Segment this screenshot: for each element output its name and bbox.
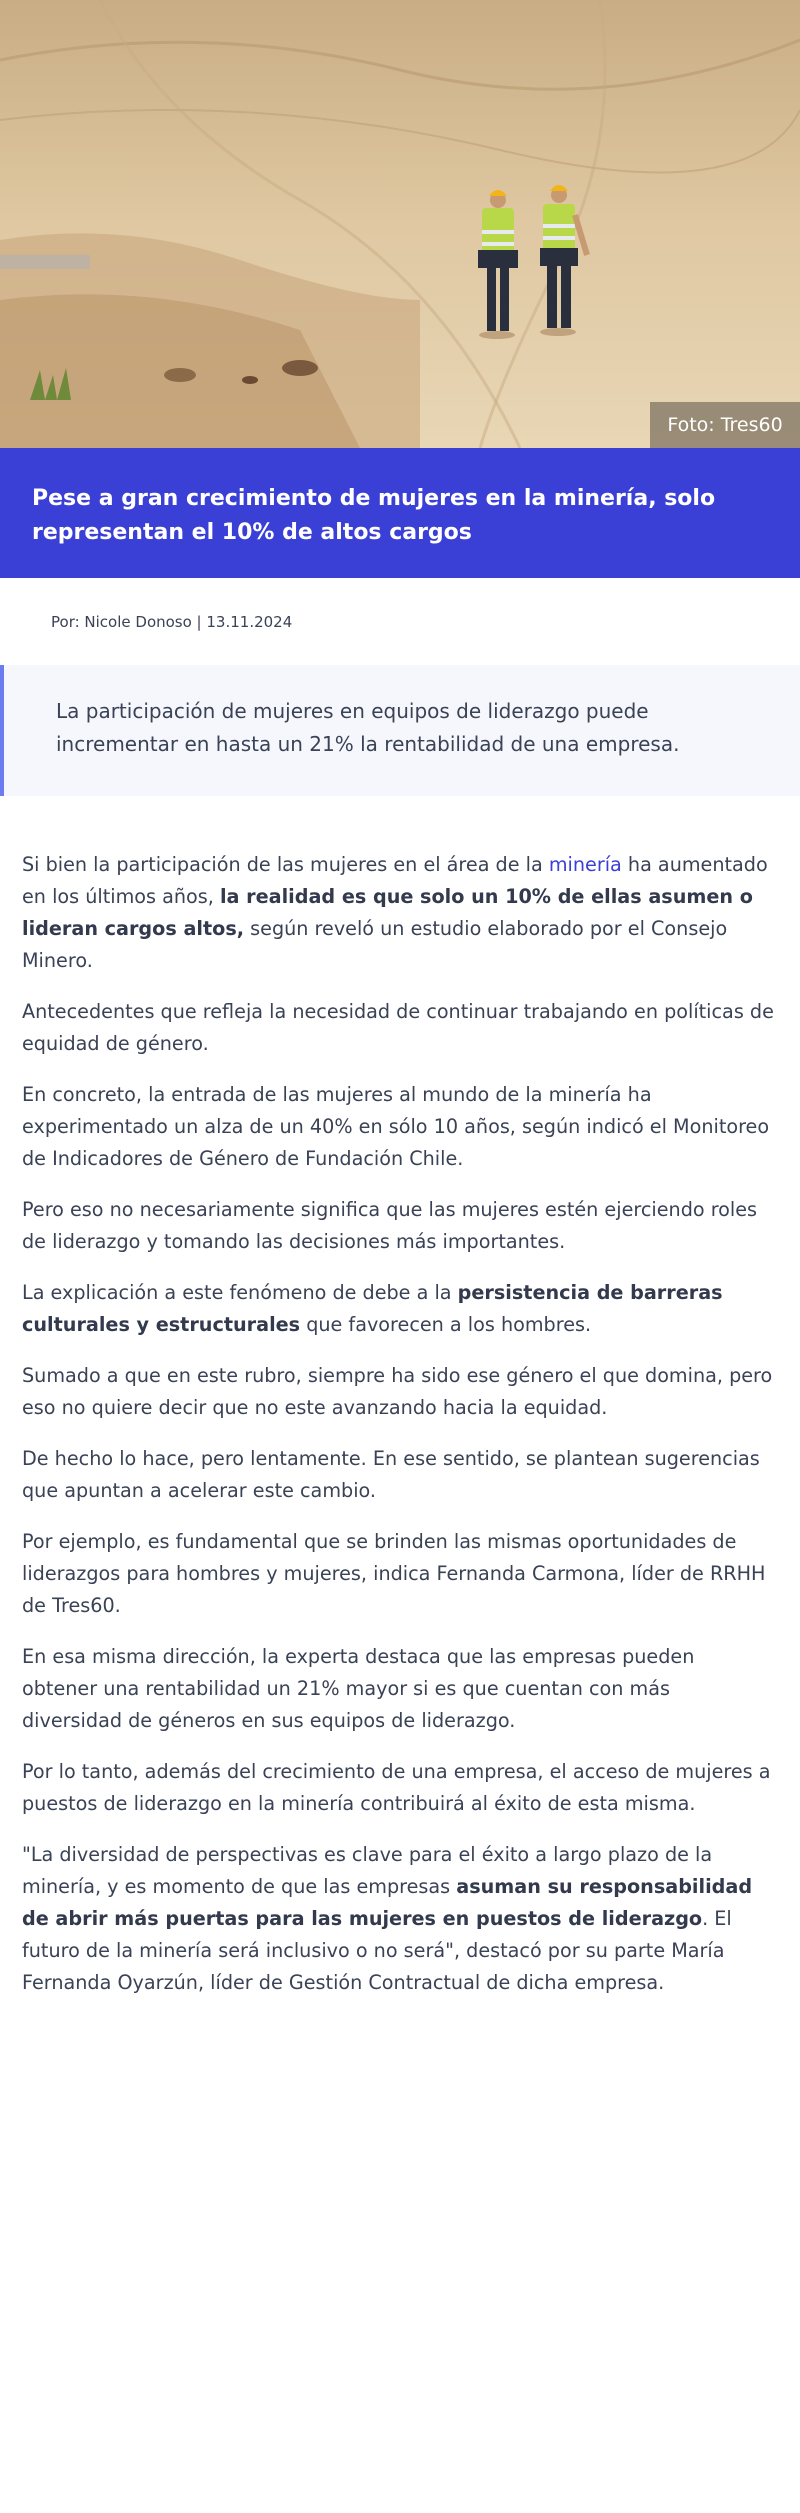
headline-banner bbox=[0, 448, 800, 578]
paragraph-4: Pero eso no necesariamente significa que las mujeres estén ejerciendo roles de liderazgo y tomando las decisiones más importantes. bbox=[22, 1198, 758, 1253]
paragraph-7: De hecho lo hace, pero lentamente. En ese sentido, se plantean sugerencias que apuntan a acelerar este cambio. bbox=[22, 1447, 760, 1502]
paragraph-1 bbox=[22, 849, 774, 977]
minería-link[interactable]: minería bbox=[548, 853, 622, 876]
paragraph-3: En concreto, la entrada de las mujeres al mundo de la minería ha experimentado un alza de un 40% en sólo 10 años, según indicó el Monitoreo de Indicadores de Género de Fundación Chile. bbox=[22, 1083, 770, 1170]
text: "La diversidad de perspectivas es clave para el éxito a largo plazo de la minería, y es momento de que las empresas bbox=[22, 1843, 713, 1898]
text: según reveló un estudio elaborado por el Consejo Minero. bbox=[22, 917, 728, 972]
bold-text: la realidad es que solo un 10% de ellas asumen o lideran cargos altos, bbox=[22, 885, 753, 940]
text: La explicación a este fenómeno de debe a la bbox=[22, 1281, 458, 1304]
byline: Por: Nicole Donoso | 13.11.2024 bbox=[51, 612, 293, 631]
article-title: Pese a gran crecimiento de mujeres en la minería, solo representan el 10% de altos cargos bbox=[32, 486, 716, 545]
summary-box bbox=[0, 665, 800, 796]
text: que favorecen a los hombres. bbox=[300, 1313, 592, 1336]
text: ha aumentado en los últimos años, bbox=[22, 853, 768, 908]
summary-text: La participación de mujeres en equipos de liderazgo puede incrementar en hasta un 21% la rentabilidad de una empresa. bbox=[56, 699, 680, 756]
bold-text: asuman su responsabilidad de abrir más puertas para las mujeres en puestos de liderazgo bbox=[22, 1875, 753, 1930]
paragraph-10: Por lo tanto, además del crecimiento de una empresa, el acceso de mujeres a puestos de liderazgo en la minería contribuirá al éxito de esta misma. bbox=[22, 1760, 771, 1815]
paragraph-11 bbox=[22, 1839, 774, 1999]
paragraph-9: En esa misma dirección, la experta destaca que las empresas pueden obtener una rentabilidad un 21% mayor si es que cuentan con más diversidad de géneros en sus equipos de liderazgo. bbox=[22, 1645, 695, 1732]
paragraph-2: Antecedentes que refleja la necesidad de continuar trabajando en políticas de equidad de género. bbox=[22, 1000, 774, 1055]
text: Si bien la participación de las mujeres en el área de la bbox=[22, 853, 549, 876]
hero-image bbox=[0, 0, 800, 448]
mining-site-photo bbox=[0, 0, 800, 448]
bold-text: persistencia de barreras culturales y estructurales bbox=[22, 1281, 723, 1336]
article-body bbox=[0, 796, 800, 1999]
paragraph-5 bbox=[22, 1277, 774, 1341]
text: . El futuro de la minería será inclusivo o no será", destacó por su parte María Fernanda Oyarzún, líder de Gestión Contractual de dicha empresa. bbox=[22, 1907, 732, 1994]
photo-credit: Foto: Tres60 bbox=[650, 402, 800, 448]
paragraph-8: Por ejemplo, es fundamental que se brinden las mismas oportunidades de liderazgos para hombres y mujeres, indica Fernanda Carmona, líder de RRHH de Tres60. bbox=[22, 1530, 766, 1617]
paragraph-6: Sumado a que en este rubro, siempre ha sido ese género el que domina, pero eso no quiere decir que no este avanzando hacia la equidad. bbox=[22, 1364, 773, 1419]
